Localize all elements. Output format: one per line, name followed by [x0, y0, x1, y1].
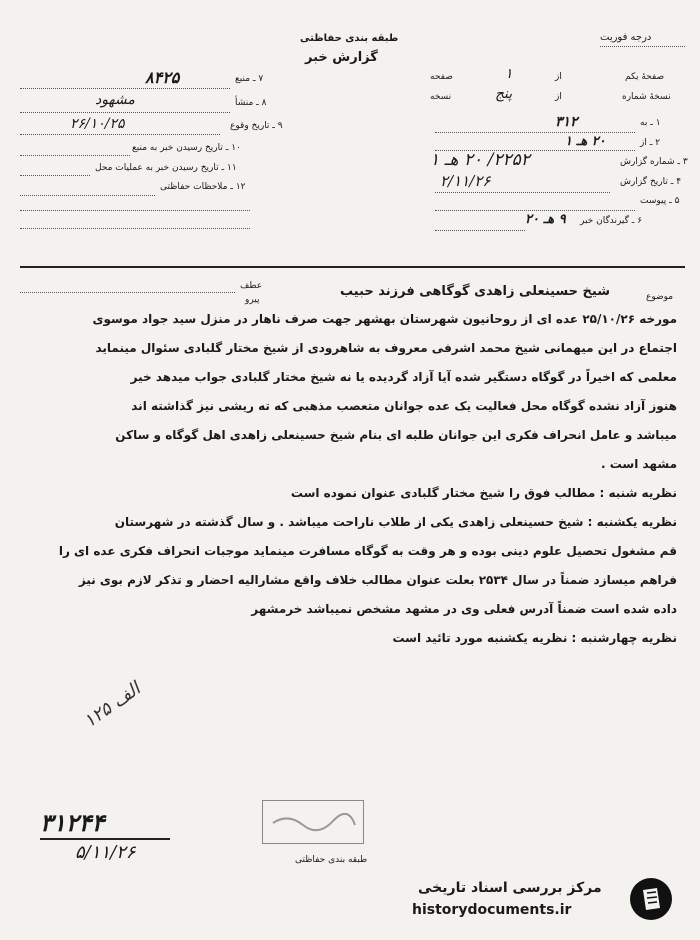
- opinion-line: نظریه یکشنبه : شیخ حسینعلی زاهدی یکی از طلاب ناراحت میباشد . و سال گذشته در شهرستان: [114, 515, 677, 529]
- handwritten-date: ۵/۱۱/۲۶: [75, 842, 136, 863]
- field-label: از: [555, 72, 562, 82]
- field-value: ۸۴۲۵: [145, 68, 180, 87]
- field-label: ۵ ـ پیوست: [640, 196, 680, 206]
- field-value: ۲/۱۱/۲۶: [440, 172, 491, 190]
- field-label: ۶ ـ گیرندگان خبر: [580, 216, 643, 226]
- body-line: مورخه ۲۵/۱۰/۲۶ عده ای از روحانیون شهرستان بهشهر جهت صرف ناهار در منزل سید جواد موسوی: [92, 312, 677, 326]
- field-label: ۸ ـ منشأ: [235, 98, 267, 108]
- opinion-line: قم مشغول تحصیل علوم دینی بوده و هر وقت به گوگاه مسافرت مینماید موجبات انحراف فکری عده ای را: [58, 544, 677, 558]
- field-value: مشهود: [95, 92, 135, 108]
- field-label: ۷ ـ منبع: [235, 74, 264, 84]
- field-value: ۲۲۵۲/ ۲۰ هـ ۱: [430, 150, 530, 170]
- annotation-atf: عطف: [240, 281, 263, 291]
- field-label: ۱ ـ به: [640, 118, 661, 128]
- stamp-scribble-icon: [263, 801, 363, 843]
- field-label: نسخه: [430, 92, 452, 102]
- field-label: ۳ ـ شماره گزارش: [620, 157, 688, 167]
- field-label: ۱۰ ـ تاریخ رسیدن خبر به منبع: [132, 143, 241, 153]
- logo-title: مرکز بررسی اسناد تاریخی: [418, 880, 602, 896]
- field-label: صفحهٔ یکم: [625, 72, 665, 82]
- subject-label: موضوع: [646, 292, 674, 302]
- body-line: اجتماع در این میهمانی شیخ محمد اشرفی معروف به شاهرودی از شیخ مختار گلبادی سئوال مینماید: [95, 341, 677, 355]
- body-line: مشهد است .: [600, 457, 677, 471]
- report-title: گزارش خبر: [305, 50, 378, 65]
- field-value: پنج: [495, 86, 513, 102]
- priority-label: درجه فوریت: [600, 32, 652, 43]
- divider: [20, 266, 685, 268]
- field-value: ۹ هـ ۲۰: [525, 212, 566, 227]
- handwritten-note: الف ۱۲۵: [80, 678, 145, 733]
- opinion-line: فراهم میسازد ضمناً در سال ۲۵۳۴ بعلت عنوان مطالب خلاف واقع مشارالیه احضار و تذکر لازم بوی نیز: [78, 573, 677, 587]
- field-label: ۱۲ ـ ملاحظات حفاظتی: [160, 182, 246, 192]
- handwritten-underline: [40, 838, 170, 840]
- body-line: میباشد و عامل انحراف فکری این جوانان طلبه ای بنام شیخ حسینعلی زاهدی اهل گوگاه و ساکن: [115, 428, 677, 442]
- field-label: از: [555, 92, 562, 102]
- classification-bottom: طبقه بندی حفاظتی: [295, 855, 368, 865]
- field-value: ۱: [505, 66, 513, 82]
- opinion-line: نظریه شنبه : مطالب فوق را شیخ مختار گلبادی عنوان نموده است: [290, 486, 677, 500]
- field-value: ۳۱۲: [555, 114, 578, 130]
- field-label: ۲ ـ از: [640, 138, 661, 148]
- logo-url: historydocuments.ir: [412, 902, 572, 918]
- document-icon: [630, 878, 672, 920]
- field-label: ۴ ـ تاریخ گزارش: [620, 177, 682, 187]
- body-line: هنوز آزاد نشده گوگاه محل فعالیت یک عده جوانان متعصب مذهبی که ته ریشی نیز گذاشته اند: [131, 399, 677, 413]
- stamp-box: [262, 800, 364, 844]
- annotation-peyro: پیرو: [245, 295, 260, 305]
- field-value: ۲۶/۱۰/۲۵: [70, 116, 125, 132]
- subject-text: شیخ حسینعلی زاهدی گوگاهی فرزند حبیب: [340, 284, 611, 299]
- field-label: ۹ ـ تاریخ وقوع: [230, 121, 283, 131]
- logo-circle-icon: [630, 878, 672, 920]
- classification-top: طبقه بندی حفاظتی: [300, 33, 399, 44]
- opinion-line: نظریه چهارشنبه : نظریه یکشنبه مورد تائید است: [392, 631, 677, 645]
- opinion-line: داده شده است ضمناً آدرس فعلی وی در مشهد مشخص نمیباشد خرمشهر: [251, 602, 677, 616]
- field-label: صفحه: [430, 72, 453, 82]
- field-value: ۲۰ هـ ۱: [565, 134, 606, 149]
- body-line: معلمی که اخیراً در گوگاه دستگیر شده آیا آزاد گردیده یا نه شیخ مختار گلبادی جواب میدهد خیر: [130, 370, 677, 384]
- field-label: نسخهٔ شماره: [622, 92, 671, 102]
- handwritten-number: ۳۱۲۴۴: [40, 808, 105, 837]
- field-label: ۱۱ ـ تاریخ رسیدن خبر به عملیات محل: [95, 163, 237, 173]
